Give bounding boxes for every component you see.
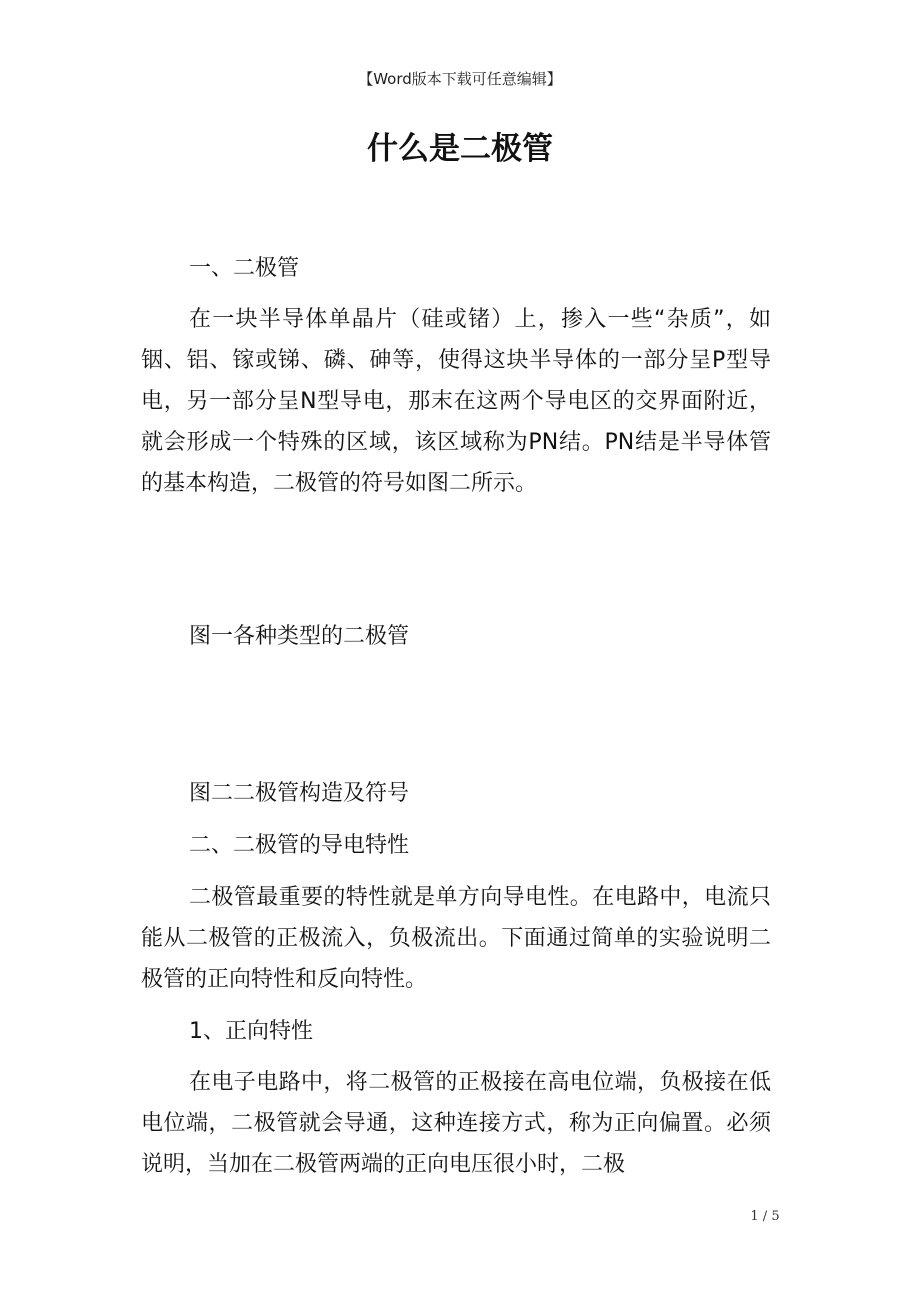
- page-header: 【Word版本下载可任意编辑】: [358, 70, 562, 88]
- document-title: 什么是二极管: [367, 131, 553, 167]
- figure-2-caption: 图二二极管构造及符号: [189, 781, 410, 806]
- section-1-heading: 一、二极管: [189, 256, 300, 281]
- subsection-forward-heading: 1、正向特性: [189, 1019, 313, 1044]
- section-1-paragraph: 在一块半导体单晶片（硅或锗）上，掺入一些“杂质”，如铟、铝、镓或锑、磷、砷等，使得这块半导体的一部分呈P型导电，另一部分呈N型导电，那末在这两个导电区的交界面附近，就会形成一个特殊的区域，该区域称为PN结。PN结是半导体管的基本构造，二极管的符号如图二所示。: [141, 307, 771, 496]
- section-2-paragraph: 二极管最重要的特性就是单方向导电性。在电路中，电流只能从二极管的正极流入，负极流出。下面通过简单的实验说明二极管的正向特性和反向特性。: [141, 885, 771, 992]
- section-2-heading: 二、二极管的导电特性: [189, 833, 410, 858]
- figure-1-caption: 图一各种类型的二极管: [189, 624, 410, 649]
- page-number: 1 / 5: [750, 1209, 780, 1224]
- subsection-forward-paragraph: 在电子电路中，将二极管的正极接在高电位端，负极接在低电位端，二极管就会导通，这种连接方式，称为正向偏置。必须说明，当加在二极管两端的正向电压很小时，二极: [141, 1070, 771, 1177]
